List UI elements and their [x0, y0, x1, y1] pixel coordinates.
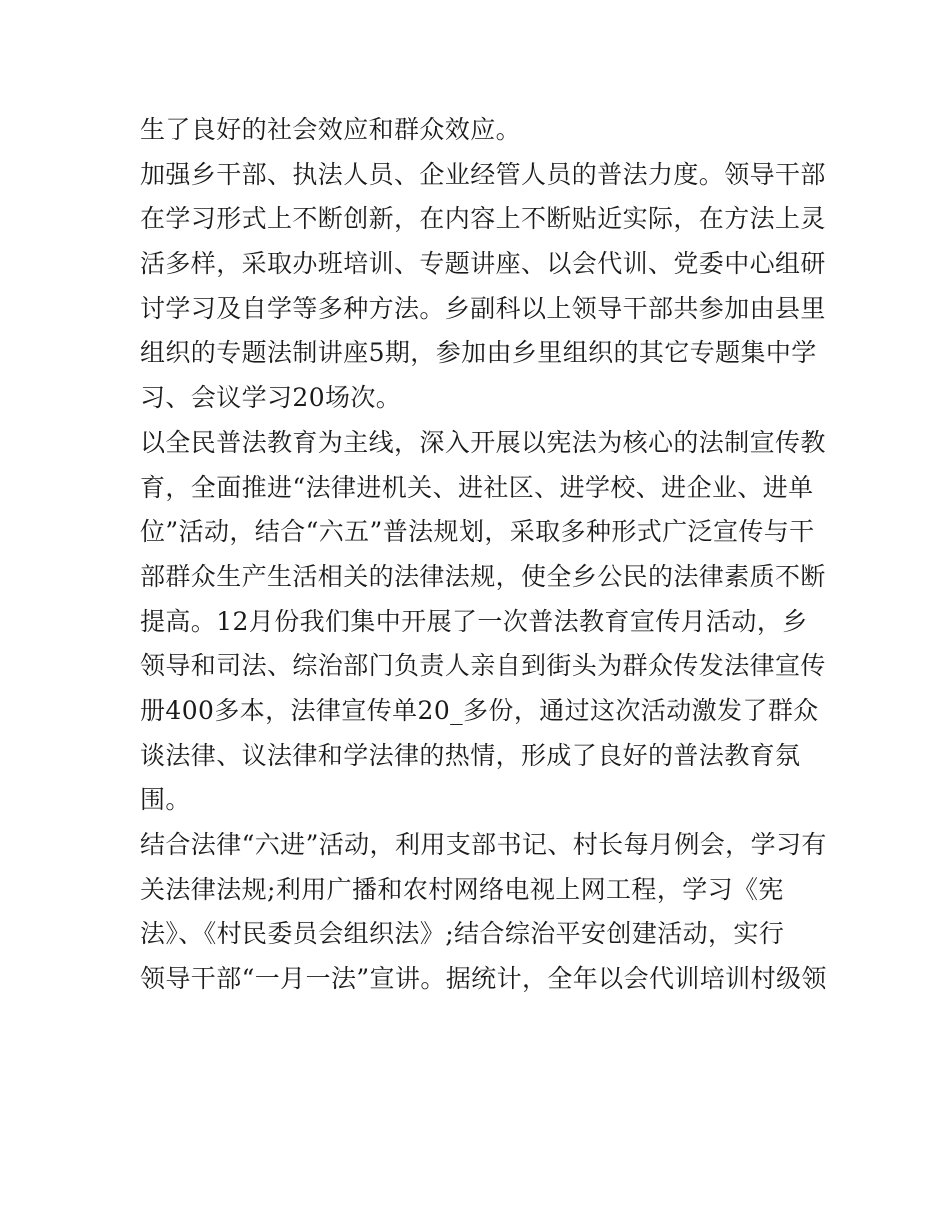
- text-line: 讨学习及自学等多种方法。乡副科以上领导干部共参加由县里: [140, 293, 826, 323]
- text-line: 活多样，采取办班培训、专题讲座、以会代训、党委中心组研: [140, 249, 826, 279]
- text-line: 部群众生产生活相关的法律法规，使全乡公民的法律素质不断: [140, 561, 826, 591]
- text-line: 谈法律、议法律和学法律的热情，形成了良好的普法教育氛: [140, 740, 801, 770]
- text-line: 加强乡干部、执法人员、企业经管人员的普法力度。领导干部: [140, 159, 826, 189]
- text-line: 在学习形式上不断创新，在内容上不断贴近实际，在方法上灵: [140, 204, 826, 234]
- text-line: 册400多本，法律宣传单20_多份，通过这次活动激发了群众: [140, 695, 819, 725]
- text-line: 领导和司法、综治部门负责人亲自到街头为群众传发法律宣传: [140, 651, 826, 681]
- text-line: 位”活动，结合“六五”普法规划，采取多种形式广泛宣传与干: [140, 517, 815, 547]
- document-body: [140, 108, 827, 1002]
- text-line: 以全民普法教育为主线，深入开展以宪法为核心的法制宣传教: [140, 427, 826, 457]
- text-line: 围。: [140, 785, 191, 815]
- text-line: 习、会议学习20场次。: [140, 383, 402, 413]
- text-line: 提高。12月份我们集中开展了一次普法教育宣传月活动，乡: [140, 606, 808, 636]
- text-line: 关法律法规;利用广播和农村网络电视上网工程，学习《宪: [140, 874, 784, 904]
- text-line: 组织的专题法制讲座5期，参加由乡里组织的其它专题集中学: [140, 338, 817, 368]
- text-line: 领导干部“一月一法”宣讲。据统计，全年以会代训培训村级领: [140, 964, 827, 994]
- text-line: 生了良好的社会效应和群众效应。: [140, 115, 522, 144]
- text-line: 育，全面推进“法律进机关、进社区、进学校、进企业、进单: [140, 472, 814, 502]
- text-line: 法》、《村民委员会组织法》;结合综治平安创建活动，实行: [140, 919, 785, 949]
- text-line: 结合法律“六进”活动，利用支部书记、村长每月例会，学习有: [140, 830, 827, 859]
